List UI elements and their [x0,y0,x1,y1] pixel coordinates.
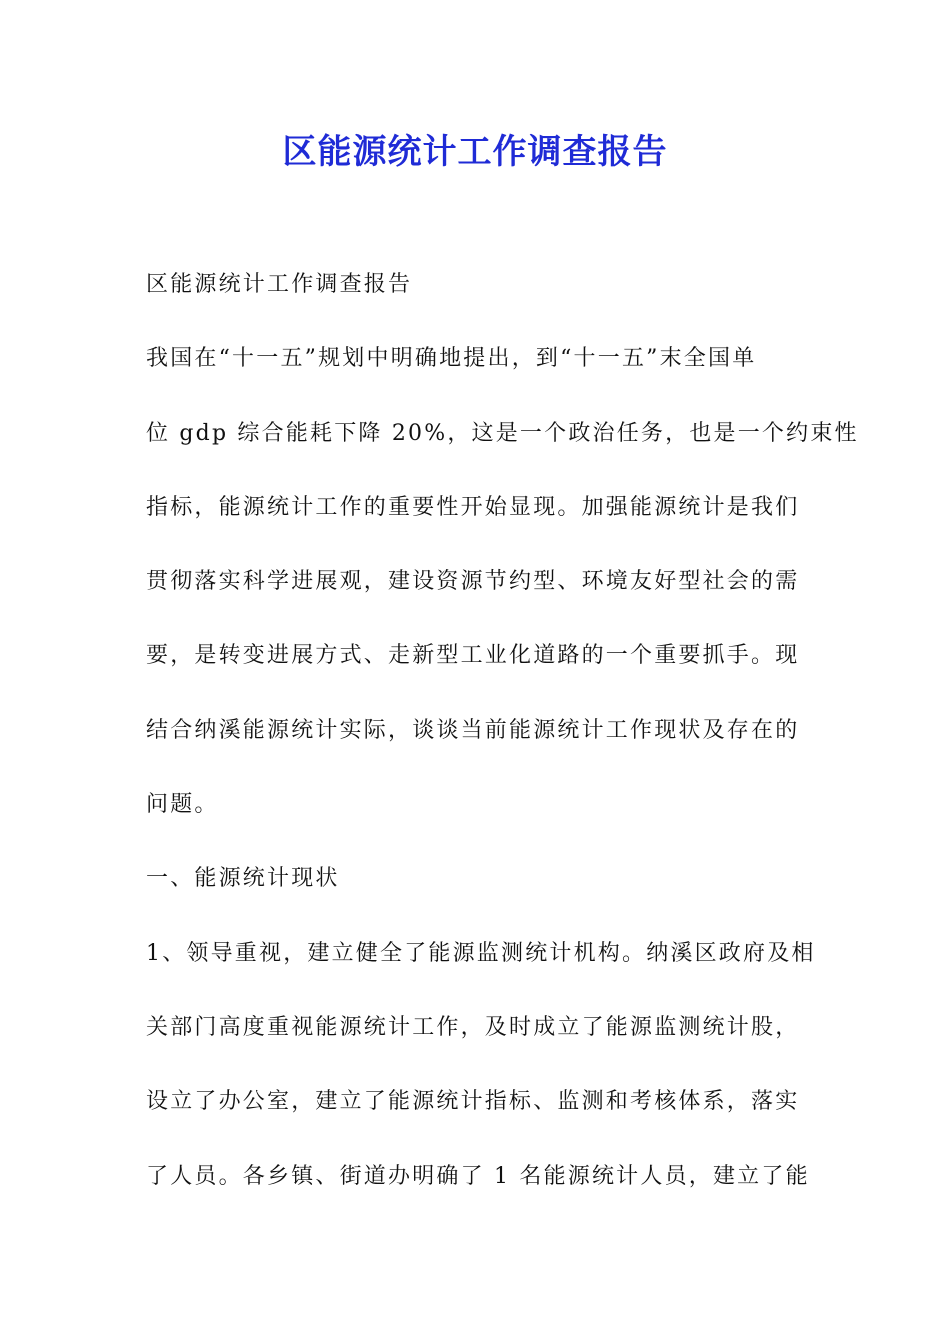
paragraph-line: 关部门高度重视能源统计工作，及时成立了能源监测统计股， [146,1014,800,1040]
paragraph-line: 结合纳溪能源统计实际，谈谈当前能源统计工作现状及存在的 [146,717,800,743]
paragraph-line: 问题。 [146,792,219,818]
paragraph-line: 位 gdp 综合能耗下降 20%，这是一个政治任务，也是一个约束性 [146,420,859,446]
paragraph-line: 了人员。各乡镇、街道办明确了 1 名能源统计人员，建立了能 [146,1163,810,1189]
paragraph-line: 1、领导重视，建立健全了能源监测统计机构。纳溪区政府及相 [146,940,816,966]
paragraph-line: 设立了办公室，建立了能源统计指标、监测和考核体系，落实 [146,1089,800,1115]
paragraph-line: 要，是转变进展方式、走新型工业化道路的一个重要抓手。现 [146,643,800,669]
paragraph-line: 指标，能源统计工作的重要性开始显现。加强能源统计是我们 [146,494,800,520]
paragraph-line: 贯彻落实科学进展观，建设资源节约型、环境友好型社会的需 [146,569,800,595]
section-heading: 一、能源统计现状 [146,866,340,892]
subtitle-line: 区能源统计工作调查报告 [146,272,413,297]
document-title: 区能源统计工作调查报告 [282,132,668,172]
paragraph-line: 我国在“十一五”规划中明确地提出，到“十一五”末全国单 [146,346,757,372]
document-body [146,262,859,1228]
